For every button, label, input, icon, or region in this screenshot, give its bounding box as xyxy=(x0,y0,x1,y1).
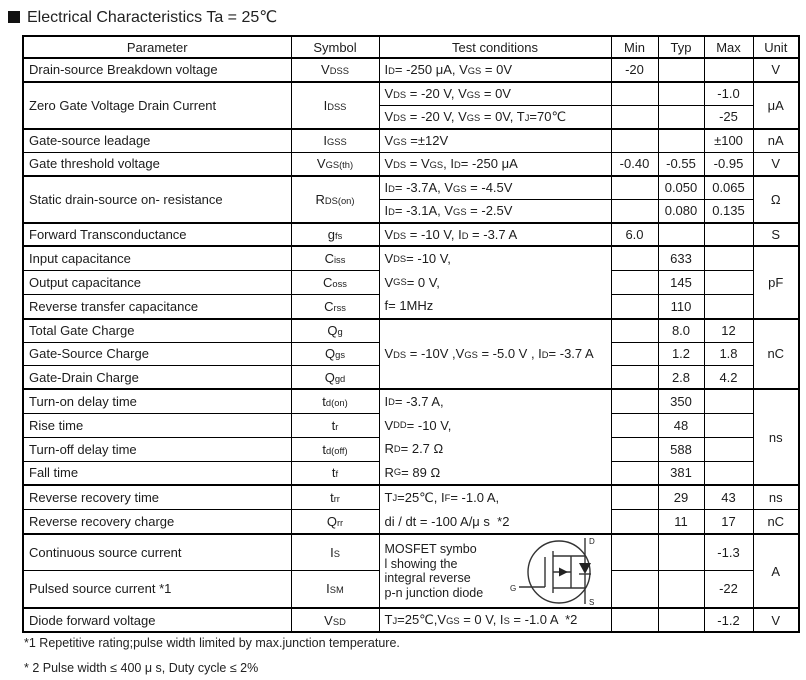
cell-ciss-min xyxy=(611,246,658,270)
cell-rds2-test: ID= -3.1A, VGS = -2.5V xyxy=(379,199,611,223)
mosfet-drain-label: D xyxy=(588,537,595,546)
row-igss xyxy=(23,129,799,153)
mosfet-source-label: S xyxy=(588,598,594,607)
cell-vsd-parameter: Diode forward voltage xyxy=(23,608,291,632)
col-header-min: Min xyxy=(611,36,658,58)
cell-ism-max: -22 xyxy=(704,570,753,608)
switching-test-line: R D = 2.7 Ω xyxy=(384,441,444,457)
col-header-symbol: Symbol xyxy=(291,36,379,58)
cell-is-typ xyxy=(658,534,704,570)
cell-trr-min xyxy=(611,485,658,510)
electrical-characteristics-table xyxy=(22,35,800,633)
cell-is-min xyxy=(611,534,658,570)
cell-is-symbol: IS xyxy=(291,534,379,570)
cell-qgs-symbol: Qgs xyxy=(291,342,379,366)
cell-trr-max: 43 xyxy=(704,485,753,510)
cell-cap-unit: pF xyxy=(753,246,799,319)
cell-crss-typ: 110 xyxy=(658,294,704,318)
row-idss-1 xyxy=(23,82,799,106)
cell-source-unit: A xyxy=(753,534,799,608)
col-header-typ: Typ xyxy=(658,36,704,58)
cell-qgd-max: 4.2 xyxy=(704,366,753,390)
cell-switching-unit: ns xyxy=(753,389,799,485)
cell-trr-symbol: trr xyxy=(291,485,379,510)
cell-gfs-max xyxy=(704,223,753,247)
cell-qg-typ: 8.0 xyxy=(658,319,704,343)
cell-vdss-test: ID= -250 μA, VGS = 0V xyxy=(379,58,611,82)
cell-tdon-symbol: td(on) xyxy=(291,389,379,413)
cell-vsd-unit: V xyxy=(753,608,799,632)
cell-tdoff-symbol: td(off) xyxy=(291,437,379,461)
cell-trr-unit: ns xyxy=(753,485,799,510)
header-row xyxy=(23,36,799,58)
cell-tr-parameter: Rise time xyxy=(23,413,291,437)
cell-qgs-typ: 1.2 xyxy=(658,342,704,366)
cell-qrr-parameter: Reverse recovery charge xyxy=(23,510,291,535)
cell-rds-parameter: Static drain-source on- resistance xyxy=(23,176,291,223)
cell-qrr-symbol: Qrr xyxy=(291,510,379,535)
cell-switching-test xyxy=(379,389,611,485)
cell-ism-typ xyxy=(658,570,704,608)
cell-tdoff-max xyxy=(704,437,753,461)
cell-rds1-min xyxy=(611,176,658,200)
cell-idss1-min xyxy=(611,82,658,106)
cell-vgsth-max: -0.95 xyxy=(704,152,753,176)
mosfet-symbol-icon xyxy=(509,535,609,607)
cell-vdss-typ xyxy=(658,58,704,82)
row-ciss xyxy=(23,246,799,270)
cell-ciss-typ: 633 xyxy=(658,246,704,270)
cell-ism-symbol: ISM xyxy=(291,570,379,608)
section-marker-icon xyxy=(8,11,20,23)
cell-idss2-typ xyxy=(658,105,704,129)
cell-tr-typ: 48 xyxy=(658,413,704,437)
cell-qg-symbol: Qg xyxy=(291,319,379,343)
cell-igss-unit: nA xyxy=(753,129,799,153)
cell-coss-symbol: Coss xyxy=(291,270,379,294)
row-vdss xyxy=(23,58,799,82)
cell-idss1-typ xyxy=(658,82,704,106)
cell-igss-typ xyxy=(658,129,704,153)
cell-gfs-typ xyxy=(658,223,704,247)
cell-vdss-unit: V xyxy=(753,58,799,82)
cell-ciss-parameter: Input capacitance xyxy=(23,246,291,270)
cell-idss-unit: μA xyxy=(753,82,799,129)
cell-vgsth-parameter: Gate threshold voltage xyxy=(23,152,291,176)
recovery-test-line: T J =25℃, I F = -1.0 A, xyxy=(384,489,500,506)
cell-coss-max xyxy=(704,270,753,294)
row-qg xyxy=(23,319,799,343)
cell-idss2-min xyxy=(611,105,658,129)
cell-tf-typ: 381 xyxy=(658,461,704,485)
cell-igss-test: VGS =±12V xyxy=(379,129,611,153)
cell-vsd-max: -1.2 xyxy=(704,608,753,632)
cell-qg-min xyxy=(611,319,658,343)
cell-trr-typ: 29 xyxy=(658,485,704,510)
cell-idss1-test: VDS = -20 V, VGS = 0V xyxy=(379,82,611,106)
cell-idss2-max: -25 xyxy=(704,105,753,129)
row-trr xyxy=(23,485,799,510)
cell-vgsth-unit: V xyxy=(753,152,799,176)
cell-tf-max xyxy=(704,461,753,485)
cell-qgd-typ: 2.8 xyxy=(658,366,704,390)
cell-ism-min xyxy=(611,570,658,608)
col-header-unit: Unit xyxy=(753,36,799,58)
cell-rds2-max: 0.135 xyxy=(704,199,753,223)
cell-coss-typ: 145 xyxy=(658,270,704,294)
cell-vgsth-symbol: VGS(th) xyxy=(291,152,379,176)
cell-qgs-min xyxy=(611,342,658,366)
cell-qgs-parameter: Gate-Source Charge xyxy=(23,342,291,366)
cell-qgd-symbol: Qgd xyxy=(291,366,379,390)
cell-trr-parameter: Reverse recovery time xyxy=(23,485,291,510)
cell-vsd-typ xyxy=(658,608,704,632)
cell-gfs-parameter: Forward Transconductance xyxy=(23,223,291,247)
cell-tdoff-min xyxy=(611,437,658,461)
cell-tdoff-typ: 588 xyxy=(658,437,704,461)
cap-test-line: V DS = -10 V, xyxy=(384,251,451,267)
cell-rds1-typ: 0.050 xyxy=(658,176,704,200)
cell-charge-unit: nC xyxy=(753,319,799,390)
cell-tr-min xyxy=(611,413,658,437)
cell-vsd-symbol: VSD xyxy=(291,608,379,632)
cell-rds1-test: ID= -3.7A, VGS = -4.5V xyxy=(379,176,611,200)
cell-tdon-min xyxy=(611,389,658,413)
cell-qrr-min xyxy=(611,510,658,535)
col-header-test-conditions: Test conditions xyxy=(379,36,611,58)
section-title: Electrical Characteristics Ta = 25℃ xyxy=(27,9,278,26)
cap-test-line: f= 1MHz xyxy=(384,298,434,314)
cell-qrr-unit: nC xyxy=(753,510,799,535)
cell-tr-max xyxy=(704,413,753,437)
switching-test-line: I D = -3.7 A, xyxy=(384,394,444,410)
cell-charge-test: VDS = -10V ,VGS = -5.0 V , ID= -3.7 A xyxy=(379,319,611,390)
cell-gfs-symbol: gfs xyxy=(291,223,379,247)
cell-crss-parameter: Reverse transfer capacitance xyxy=(23,294,291,318)
col-header-parameter: Parameter xyxy=(23,36,291,58)
row-gfs xyxy=(23,223,799,247)
cell-tdon-parameter: Turn-on delay time xyxy=(23,389,291,413)
cell-crss-max xyxy=(704,294,753,318)
cell-igss-parameter: Gate-source leadage xyxy=(23,129,291,153)
switching-test-line: V DD = -10 V, xyxy=(384,417,452,433)
section-title-row xyxy=(8,7,277,27)
cell-qg-parameter: Total Gate Charge xyxy=(23,319,291,343)
cell-idss2-test: VDS = -20 V, VGS = 0V, TJ=70℃ xyxy=(379,105,611,129)
cell-igss-min xyxy=(611,129,658,153)
mosfet-symbol-note: MOSFET symbo l showing the integral reverse p-n junction diode xyxy=(384,542,484,600)
cell-rds-unit: Ω xyxy=(753,176,799,223)
cell-igss-max: ±100 xyxy=(704,129,753,153)
cell-vgsth-typ: -0.55 xyxy=(658,152,704,176)
cell-tdon-typ: 350 xyxy=(658,389,704,413)
switching-test-line: R G = 89 Ω xyxy=(384,464,441,480)
row-rds-1 xyxy=(23,176,799,200)
cell-ciss-symbol: Ciss xyxy=(291,246,379,270)
cell-qrr-max: 17 xyxy=(704,510,753,535)
cell-is-parameter: Continuous source current xyxy=(23,534,291,570)
row-vsd xyxy=(23,608,799,632)
cell-qgs-max: 1.8 xyxy=(704,342,753,366)
cell-vdss-symbol: VDSS xyxy=(291,58,379,82)
cell-gfs-unit: S xyxy=(753,223,799,247)
cell-vsd-test: TJ=25℃,VGS = 0 V, IS = -1.0 A *2 xyxy=(379,608,611,632)
cell-idss-symbol: IDSS xyxy=(291,82,379,129)
row-vgsth xyxy=(23,152,799,176)
cell-vgsth-test: VDS = VGS, ID= -250 μA xyxy=(379,152,611,176)
cell-recovery-test xyxy=(379,485,611,534)
cell-vdss-parameter: Drain-source Breakdown voltage xyxy=(23,58,291,82)
cell-tdon-max xyxy=(704,389,753,413)
cell-ism-parameter: Pulsed source current *1 xyxy=(23,570,291,608)
mosfet-gate-label: G xyxy=(509,584,516,593)
cell-tf-min xyxy=(611,461,658,485)
cell-gfs-test: VDS = -10 V, ID = -3.7 A xyxy=(379,223,611,247)
cell-vsd-min xyxy=(611,608,658,632)
cell-cap-test xyxy=(379,246,611,319)
cell-idss-parameter: Zero Gate Voltage Drain Current xyxy=(23,82,291,129)
cell-tf-symbol: tf xyxy=(291,461,379,485)
cell-qg-max: 12 xyxy=(704,319,753,343)
row-tdon xyxy=(23,389,799,413)
cell-coss-parameter: Output capacitance xyxy=(23,270,291,294)
cell-tr-symbol: tr xyxy=(291,413,379,437)
cell-crss-min xyxy=(611,294,658,318)
cell-crss-symbol: Crss xyxy=(291,294,379,318)
cell-qgd-parameter: Gate-Drain Charge xyxy=(23,366,291,390)
cell-vgsth-min: -0.40 xyxy=(611,152,658,176)
footnote-1: *1 Repetitive rating;pulse width limited by max.junction temperature. xyxy=(24,636,400,650)
cell-rds1-max: 0.065 xyxy=(704,176,753,200)
row-is xyxy=(23,534,799,570)
col-header-max: Max xyxy=(704,36,753,58)
cell-igss-symbol: IGSS xyxy=(291,129,379,153)
cell-rds2-min xyxy=(611,199,658,223)
cell-tdoff-parameter: Turn-off delay time xyxy=(23,437,291,461)
cell-is-max: -1.3 xyxy=(704,534,753,570)
cell-qrr-typ: 11 xyxy=(658,510,704,535)
cell-vdss-min: -20 xyxy=(611,58,658,82)
cell-idss1-max: -1.0 xyxy=(704,82,753,106)
cell-rds2-typ: 0.080 xyxy=(658,199,704,223)
cell-tf-parameter: Fall time xyxy=(23,461,291,485)
cell-qgd-min xyxy=(611,366,658,390)
cell-vdss-max xyxy=(704,58,753,82)
cap-test-line: V GS = 0 V, xyxy=(384,274,440,290)
cell-rds-symbol: RDS(on) xyxy=(291,176,379,223)
footnote-2: * 2 Pulse width ≤ 400 μ s, Duty cycle ≤ 2% xyxy=(24,661,259,675)
cell-source-test xyxy=(379,534,611,608)
recovery-test-line: di / dt = -100 A/μ s *2 xyxy=(384,513,510,529)
cell-coss-min xyxy=(611,270,658,294)
cell-ciss-max xyxy=(704,246,753,270)
cell-gfs-min: 6.0 xyxy=(611,223,658,247)
